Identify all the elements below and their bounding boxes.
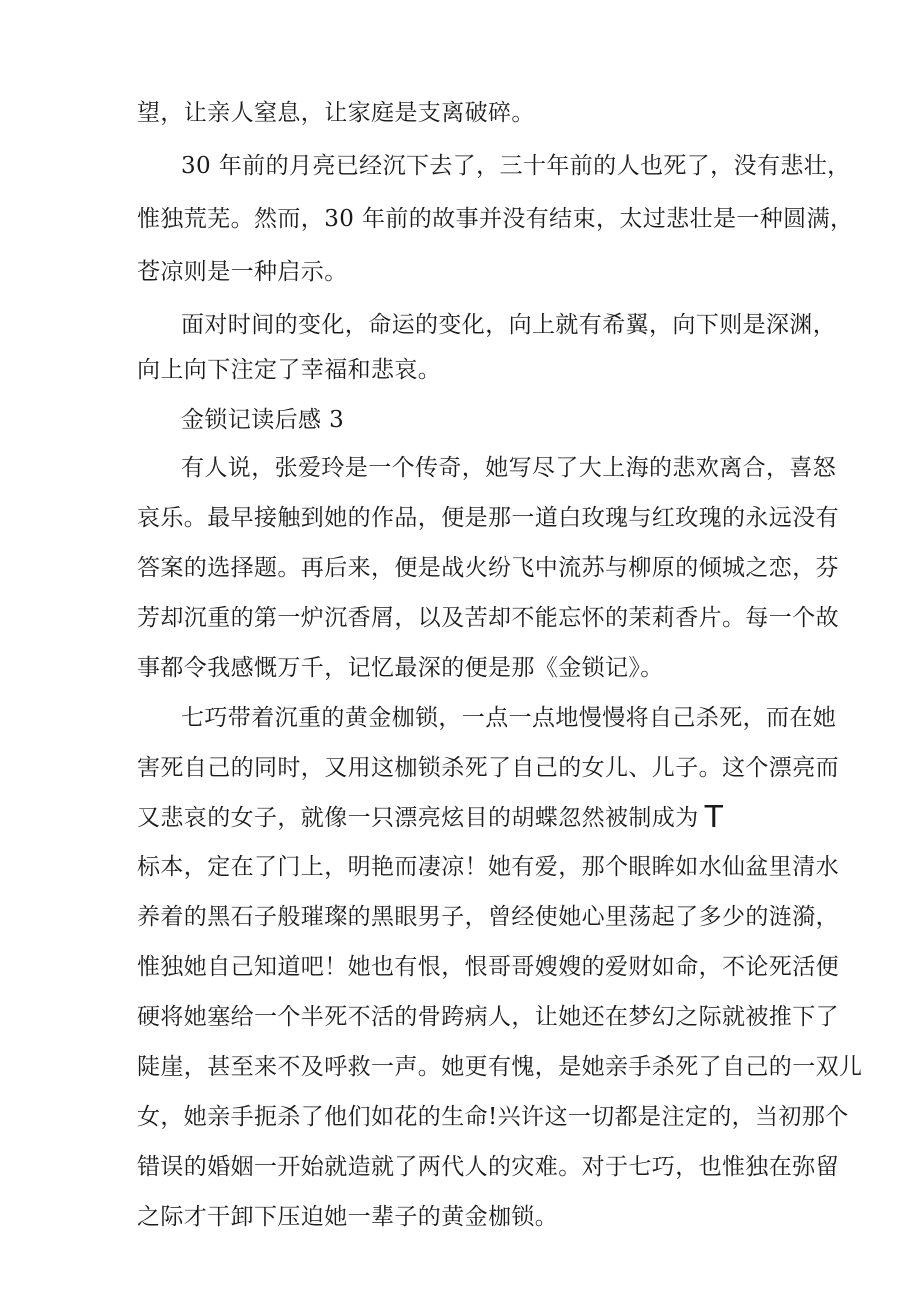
text-line: 惟独她自己知道吧！她也有恨，恨哥哥嫂嫂的爱财如命，不论死活便 <box>137 954 839 980</box>
text-line: 养着的黑石子般璀璨的黑眼男子，曾经使她心里荡起了多少的涟漪， <box>137 904 839 930</box>
text-line: 女，她亲手扼杀了他们如花的生命!兴许这一切都是注定的，当初那个 <box>137 1104 849 1130</box>
text-line: 硬将她塞给一个半死不活的骨跨病人，让她还在梦幻之际就被推下了 <box>137 1004 839 1030</box>
text-line: 望，让亲人窒息，让家庭是支离破碎。 <box>137 100 535 126</box>
text-line: 答案的选择题。再后来，便是战火纷飞中流苏与柳原的倾城之恋，芬 <box>137 555 839 581</box>
text-line: 面对时间的变化，命运的变化，向上就有希翼，向下则是深渊， <box>181 312 837 338</box>
text-line-with-glyph <box>137 800 797 835</box>
text-line: 之际才干卸下压迫她一辈子的黄金枷锁。 <box>137 1204 559 1230</box>
text-line: 害死自己的同时，又用这枷锁杀死了自己的女儿、儿子。这个漂亮而 <box>137 755 839 781</box>
text-line: 哀乐。最早接触到她的作品，便是那一道白玫瑰与红玫瑰的永远没有 <box>137 505 839 531</box>
stray-glyph: T <box>704 800 724 835</box>
text-line: 有人说，张爱玲是一个传奇，她写尽了大上海的悲欢离合，喜怒 <box>181 455 837 481</box>
text-line: 芳却沉重的第一炉沉香屑，以及苦却不能忘怀的茉莉香片。每一个故 <box>137 605 839 631</box>
text-line: 又悲哀的女子，就像一只漂亮炫目的胡蝶忽然被制成为 <box>137 805 699 831</box>
text-line: 七巧带着沉重的黄金枷锁，一点一点地慢慢将自己杀死，而在她 <box>181 705 837 731</box>
text-line: 向上向下注定了幸福和悲哀。 <box>137 357 442 383</box>
text-line: 30 年前的月亮已经沉下去了，三十年前的人也死了，没有悲壮， <box>181 153 851 179</box>
section-heading: 金锁记读后感 3 <box>181 407 345 433</box>
text-line: 事都令我感慨万千，记忆最深的便是那《金锁记》。 <box>137 655 664 681</box>
text-line: 惟独荒芜。然而，30 年前的故事并没有结束，太过悲壮是一种圆满， <box>137 206 854 232</box>
text-line: 苍凉则是一种启示。 <box>137 259 348 285</box>
text-line: 陡崖，甚至来不及呼救一声。她更有愧，是她亲手杀死了自己的一双儿 <box>137 1054 863 1080</box>
text-line: 标本，定在了门上，明艳而凄凉！她有爱，那个眼眸如水仙盆里清水 <box>137 854 839 880</box>
text-line: 错误的婚姻一开始就造就了两代人的灾难。对于七巧，也惟独在弥留 <box>137 1154 839 1180</box>
